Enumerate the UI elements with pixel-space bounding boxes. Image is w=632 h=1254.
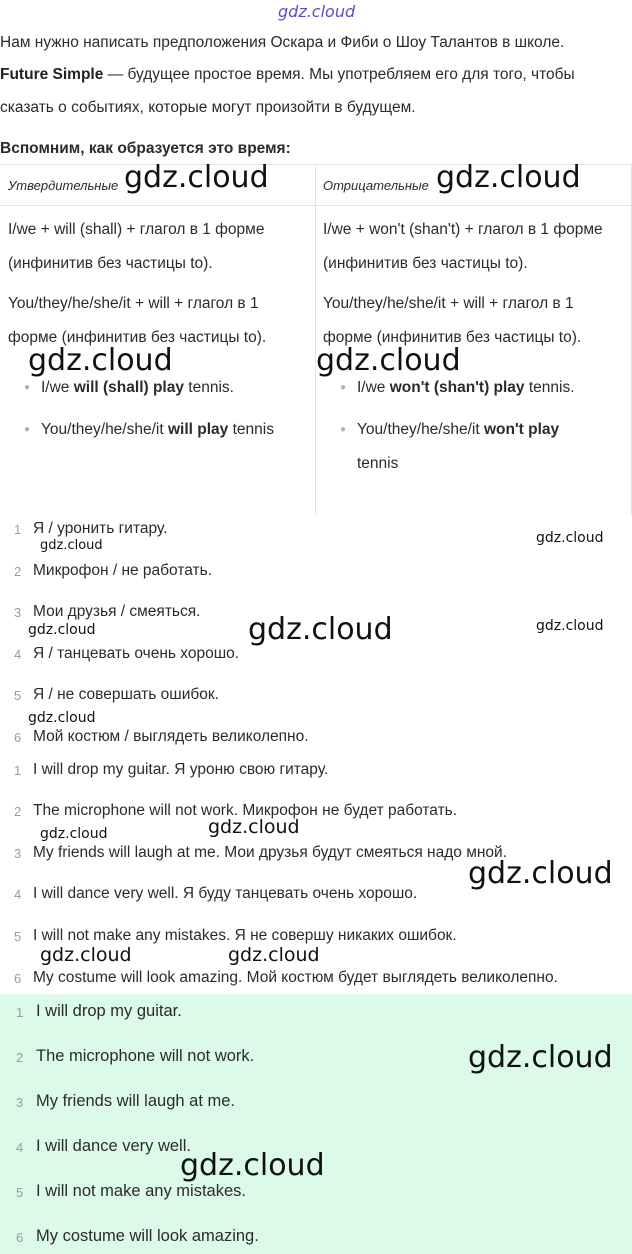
watermark-top: gdz.cloud xyxy=(278,2,356,21)
affirmative-example-2: ● You/they/he/she/it will play tennis xyxy=(41,413,274,447)
watermark: gdz.cloud xyxy=(28,343,173,378)
bullet-icon: ● xyxy=(340,424,347,435)
affirmative-rule-1: I/we + will (shall) + глагол в 1 форме (инфинитив без частицы to). xyxy=(8,221,265,272)
watermark: gdz.cloud xyxy=(248,612,393,647)
grammar-table xyxy=(0,164,632,515)
future-simple-term: Future Simple xyxy=(0,66,104,83)
intro-line-3: сказать о событиях, которые могут произойти в будущем. xyxy=(0,99,416,116)
header-divider xyxy=(0,205,632,206)
affirmative-rule-2: You/they/he/she/it + will + глагол в 1 форме (инфинитив без частицы to). xyxy=(8,295,267,346)
watermark: gdz.cloud xyxy=(316,343,461,378)
watermark: gdz.cloud xyxy=(28,710,96,726)
negative-example-1: ● I/we won't (shan't) play tennis. xyxy=(357,371,575,405)
negative-rule-1: I/we + won't (shan't) + глагол в 1 форме (инфинитив без частицы to). xyxy=(323,221,603,272)
watermark: gdz.cloud xyxy=(468,856,613,891)
bullet-icon: ● xyxy=(24,424,31,435)
column-divider xyxy=(315,165,316,515)
remember-heading: Вспомним, как образуется это время: xyxy=(0,140,291,157)
watermark: gdz.cloud xyxy=(180,1148,325,1183)
intro-line-2 xyxy=(0,66,575,84)
bullet-icon: ● xyxy=(24,382,31,393)
watermark: gdz.cloud xyxy=(468,1040,613,1075)
watermark: gdz.cloud xyxy=(40,826,108,842)
affirmative-example-1: ● I/we will (shall) play tennis. xyxy=(41,371,234,405)
answer-box: 1 I will drop my guitar. 2 The microphone will not work. 3 My friends will laugh at me. 4 I will dance very well. 5 I will not make any mistakes. 6 My costume will look amazing. xyxy=(0,994,632,1254)
watermark: gdz.cloud xyxy=(436,160,581,195)
watermark: gdz.cloud xyxy=(208,816,300,838)
intro-line-1: Нам нужно написать предположения Оскара и Фиби о Шоу Талантов в школе. xyxy=(0,34,565,51)
negative-rule-2: You/they/he/she/it + will + глагол в 1 форме (инфинитив без частицы to). xyxy=(323,295,582,346)
affirmative-header: Утвердительные xyxy=(8,178,119,193)
negative-example-2-wrap: tennis xyxy=(357,455,399,472)
watermark: gdz.cloud xyxy=(536,530,604,546)
watermark: gdz.cloud xyxy=(124,160,269,195)
watermark: gdz.cloud xyxy=(40,944,132,966)
watermark: gdz.cloud xyxy=(40,538,103,553)
negative-example-2: ● You/they/he/she/it won't play xyxy=(357,413,559,447)
watermark: gdz.cloud xyxy=(228,944,320,966)
negative-header: Отрицательные xyxy=(323,178,429,193)
watermark: gdz.cloud xyxy=(28,622,96,638)
intro-line-2-rest: — будущее простое время. Мы употребляем его для того, чтобы xyxy=(103,66,575,83)
bullet-icon: ● xyxy=(340,382,347,393)
watermark: gdz.cloud xyxy=(536,618,604,634)
